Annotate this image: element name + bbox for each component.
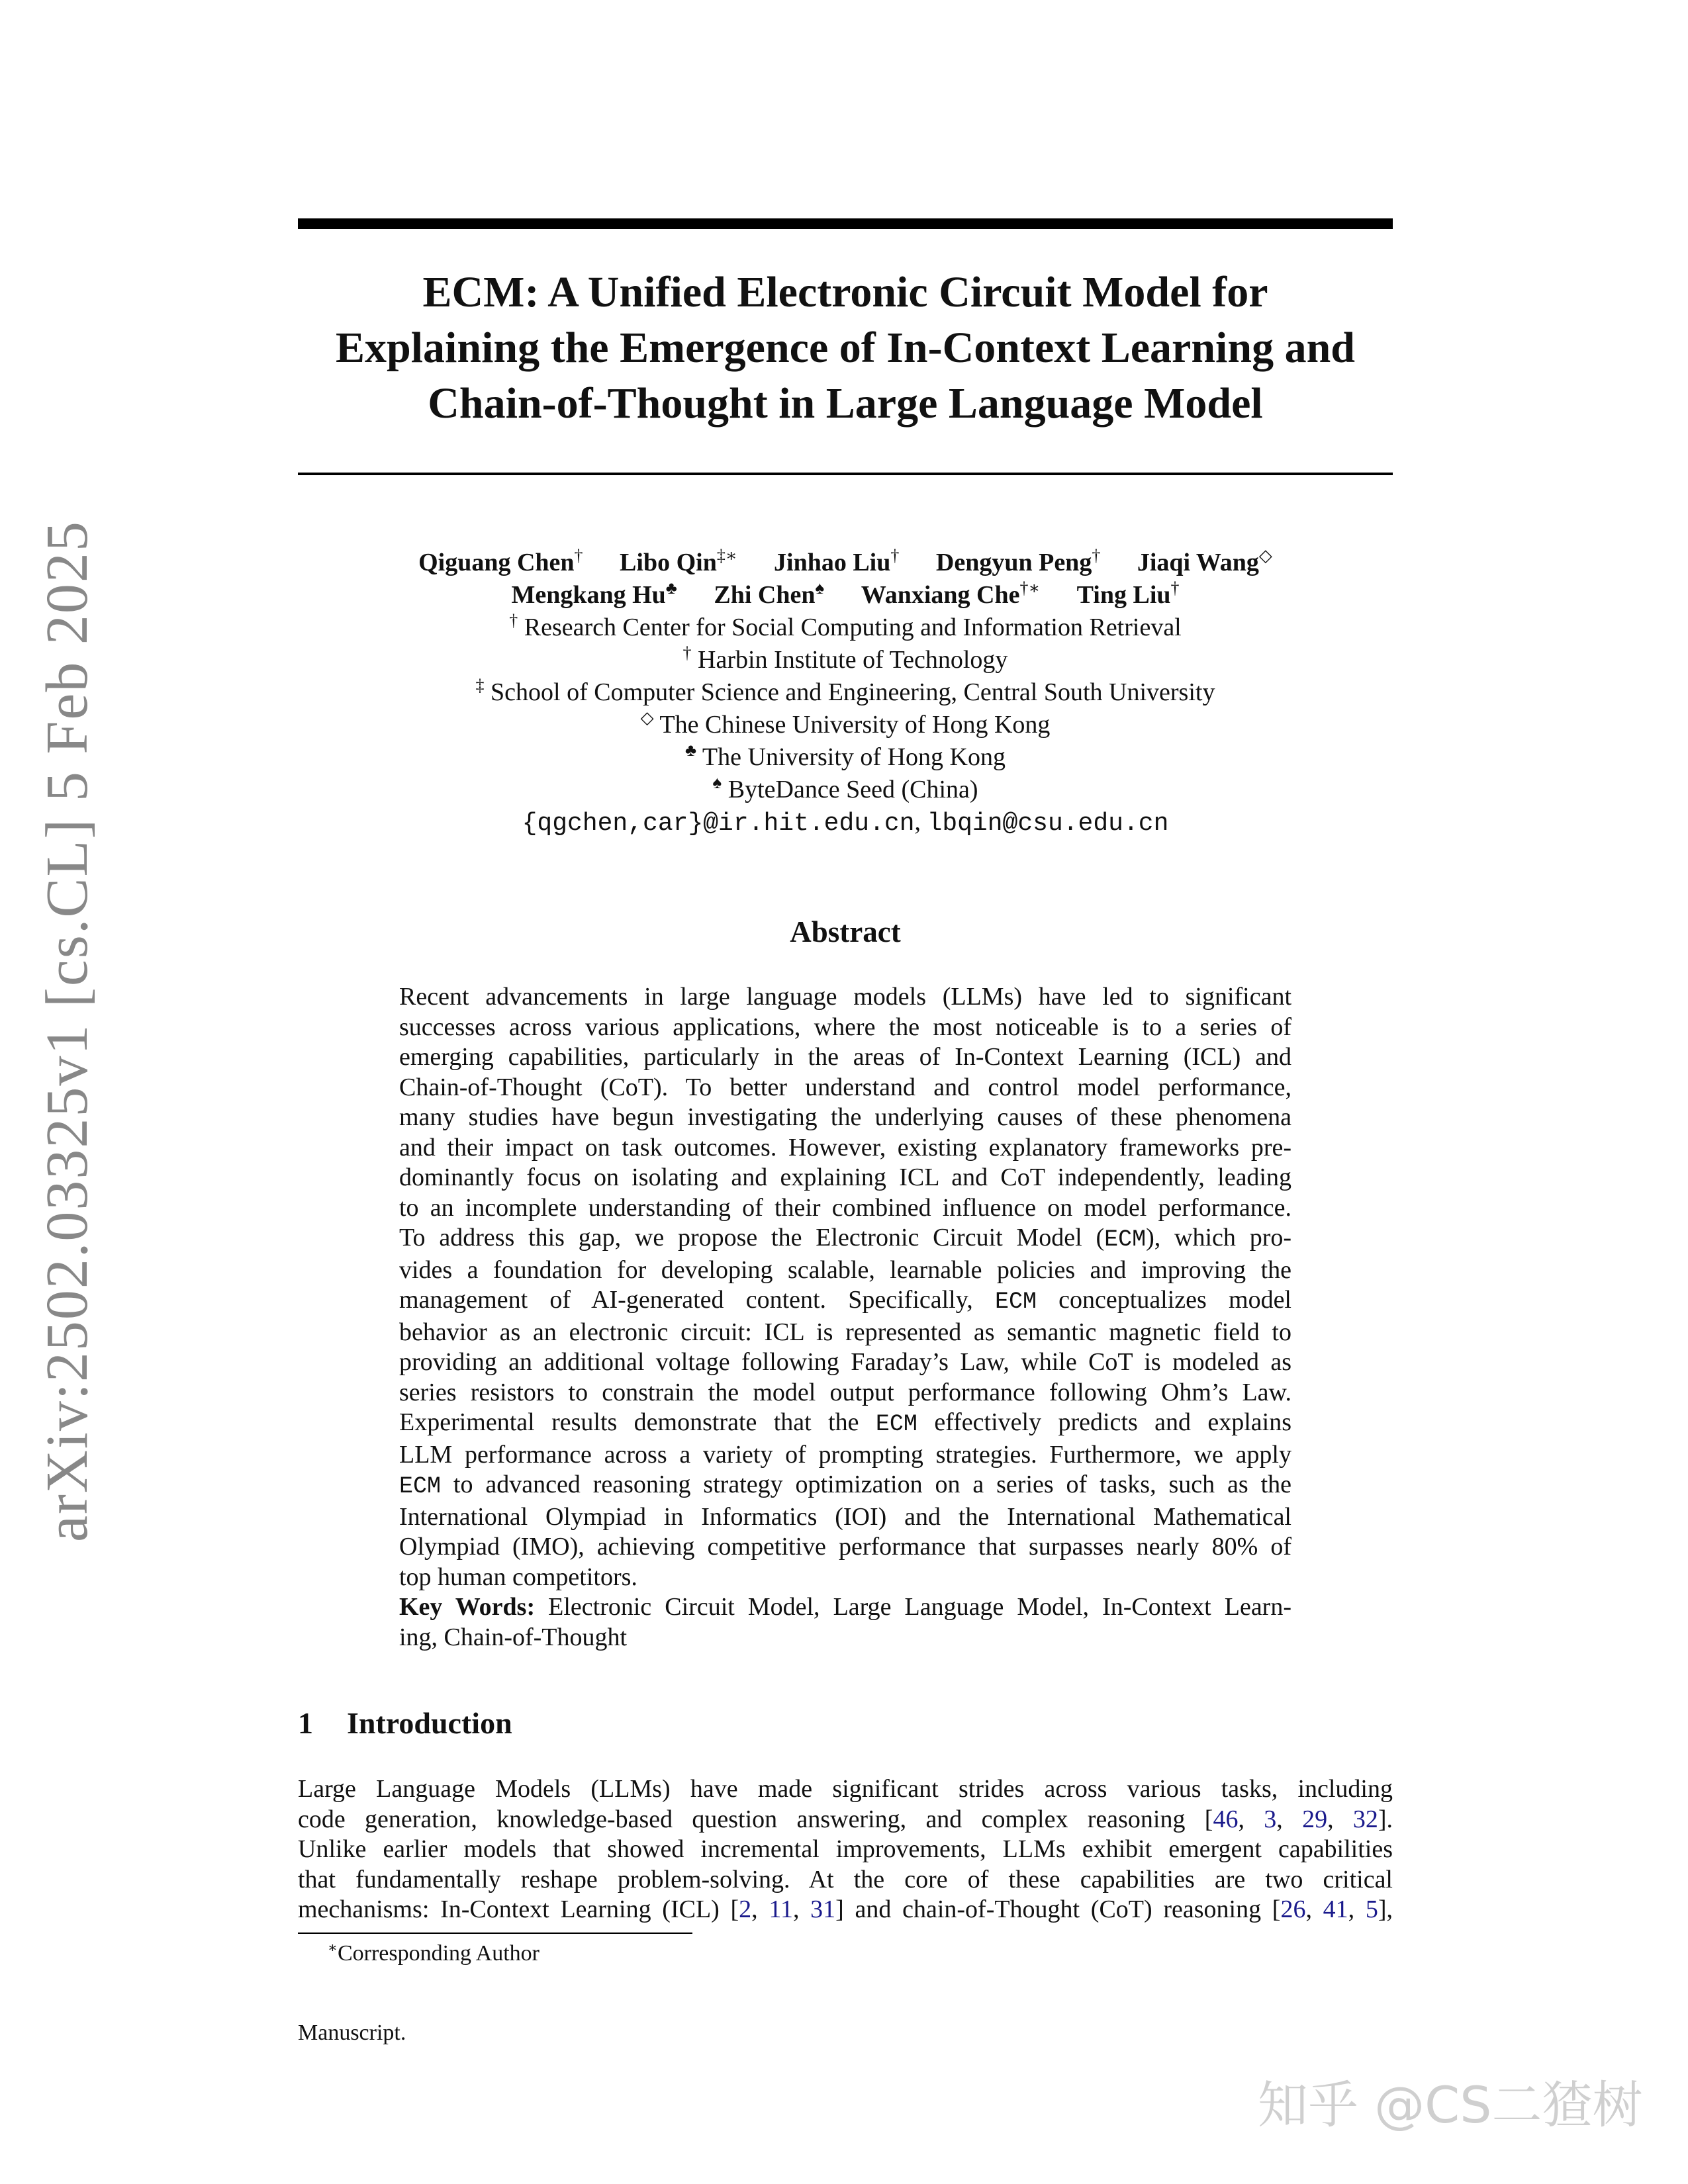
email-link[interactable]: {qgchen,car}@ir.hit.edu.cn — [522, 809, 915, 838]
email-link[interactable]: lbqin@csu.edu.cn — [927, 809, 1169, 838]
affiliation-text: Research Center for Social Computing and Information Retrieval — [524, 614, 1182, 641]
author-name: Dengyun Peng — [935, 549, 1092, 576]
affiliation-line — [298, 612, 1393, 644]
affiliation-line — [298, 676, 1393, 709]
keywords-line: ing, Chain-of-Thought — [399, 1623, 628, 1651]
affiliation-text: Harbin Institute of Technology — [698, 646, 1008, 674]
abstract-body — [399, 982, 1291, 1592]
author-mark: ♠ — [815, 578, 825, 598]
author-name: Jiaqi Wang — [1137, 549, 1259, 576]
abstract-line: Recent advancements in large language models (LLMs) have led to significant — [399, 983, 1291, 1011]
abstract-line: LLM performance across a variety of prompting strategies. Furthermore, we apply — [399, 1440, 1291, 1469]
abstract-line: Olympiad (IMO), achieving competitive performance that surpasses nearly 80% of — [399, 1533, 1291, 1561]
intro-line: Large Language Models (LLMs) have made significant strides across various tasks, including — [298, 1775, 1393, 1803]
arxiv-sidebar-stamp: arXiv:2502.03325v1 [cs.CL] 5 Feb 2025 — [34, 520, 100, 1542]
abstract-line: and their impact on task outcomes. However, existing explanatory frameworks pre- — [399, 1133, 1291, 1161]
abstract-line: successes across various applications, where the most noticeable is to a series of — [399, 1013, 1291, 1041]
affiliation-text: ByteDance Seed (China) — [727, 776, 978, 803]
abstract-line: Experimental results demonstrate that the ECM effectively predicts and explains — [399, 1408, 1291, 1437]
citation-link[interactable]: 3 — [1264, 1805, 1277, 1833]
affiliation-line — [298, 709, 1393, 741]
author-name: Libo Qin — [620, 549, 717, 576]
author-mark: † — [1170, 578, 1180, 598]
title-rule-bottom — [298, 473, 1393, 475]
abstract-heading: Abstract — [790, 915, 901, 948]
author-mark: ♣ — [665, 578, 677, 598]
affiliation-mark: ‡ — [475, 676, 485, 695]
citation-link[interactable]: 2 — [739, 1895, 752, 1923]
author-mark: † — [1092, 546, 1101, 565]
affiliation-line — [298, 741, 1393, 774]
abstract-line: to an incomplete understanding of their combined influence on model performance. — [399, 1193, 1291, 1222]
intro-line: mechanisms: In-Context Learning (ICL) [2, 11, 31] and chain-of-Thought (CoT) reasoning [26, 41, 5], — [298, 1895, 1393, 1923]
author-mark: † — [574, 546, 583, 565]
footnote-rule — [298, 1933, 692, 1934]
citation-link[interactable]: 31 — [810, 1895, 836, 1923]
ecm-term: ECM — [1104, 1226, 1147, 1253]
keywords-line: Key Words: Electronic Circuit Model, Large Language Model, In-Context Learn- — [399, 1593, 1291, 1621]
affiliation-mark: ◇ — [640, 708, 654, 727]
affiliation-line — [298, 774, 1393, 806]
citation-link[interactable]: 5 — [1365, 1895, 1378, 1923]
intro-line: Unlike earlier models that showed incremental improvements, LLMs exhibit emergent capabilities — [298, 1835, 1393, 1863]
citation-link[interactable]: 41 — [1323, 1895, 1348, 1923]
paper-title — [298, 265, 1393, 432]
keywords-label: Key Words: — [399, 1593, 536, 1621]
abstract-line: To address this gap, we propose the Electronic Circuit Model (ECM), which pro- — [399, 1224, 1291, 1253]
affiliation-mark: † — [509, 611, 518, 630]
footnote-mark: ∗ — [328, 1939, 338, 1956]
author-name: Jinhao Liu — [774, 549, 891, 576]
author-name: Qiguang Chen — [418, 549, 575, 576]
author-mark: †∗ — [1019, 578, 1041, 598]
section-heading-introduction — [298, 1705, 512, 1742]
abstract-line: many studies have begun investigating the underlying causes of these phenomena — [399, 1103, 1291, 1131]
intro-line: that fundamentally reshape problem-solving. At the core of these capabilities are two critical — [298, 1865, 1393, 1893]
citation-link[interactable]: 32 — [1352, 1805, 1378, 1833]
citation-link[interactable]: 46 — [1213, 1805, 1239, 1833]
affiliation-mark: † — [682, 643, 692, 662]
abstract-line: series resistors to constrain the model output performance following Ohm’s Law. — [399, 1378, 1291, 1406]
author-mark: ◇ — [1258, 546, 1272, 565]
intro-line: code generation, knowledge-based question answering, and complex reasoning [46, 3, 29, 32]. — [298, 1805, 1393, 1833]
title-line-2: Explaining the Emergence of In-Context Learning and — [335, 324, 1356, 372]
section-title: Introduction — [347, 1706, 512, 1740]
keywords-block — [399, 1592, 1291, 1653]
abstract-line: providing an additional voltage following Faraday’s Law, while CoT is modeled as — [399, 1348, 1291, 1376]
email-line: {qgchen,car}@ir.hit.edu.cn, lbqin@csu.edu.cn — [522, 808, 1169, 838]
abstract-line: dominantly focus on isolating and explaining ICL and CoT independently, leading — [399, 1163, 1291, 1191]
affiliation-line — [298, 644, 1393, 676]
abstract-line: behavior as an electronic circuit: ICL is represented as semantic magnetic field to — [399, 1318, 1291, 1346]
abstract-line: Chain-of-Thought (CoT). To better understand and control model performance, — [399, 1073, 1291, 1101]
watermark: 知乎 @CS二猹树 — [1258, 2075, 1643, 2134]
author-row-1 — [298, 547, 1393, 579]
author-mark: ‡∗ — [716, 546, 737, 565]
author-row-2 — [298, 579, 1393, 612]
ecm-term: ECM — [399, 1473, 442, 1500]
citation-link[interactable]: 26 — [1280, 1895, 1306, 1923]
author-name: Mengkang Hu — [511, 581, 666, 609]
citation-link[interactable]: 29 — [1302, 1805, 1328, 1833]
citation-link[interactable]: 11 — [769, 1895, 793, 1923]
author-name: Ting Liu — [1076, 581, 1171, 609]
author-mark: † — [890, 546, 900, 565]
abstract-line: International Olympiad in Informatics (IOI) and the International Mathematical — [399, 1502, 1291, 1531]
abstract-line: top human competitors. — [399, 1563, 637, 1591]
affiliation-text: School of Computer Science and Engineering, Central South University — [491, 678, 1215, 706]
affiliation-text: The Chinese University of Hong Kong — [659, 711, 1051, 739]
author-name: Zhi Chen — [714, 581, 816, 609]
affiliation-mark: ♣ — [685, 741, 697, 760]
footnote — [328, 1939, 539, 1968]
abstract-line: vides a foundation for developing scalable, learnable policies and improving the — [399, 1255, 1291, 1284]
ecm-term: ECM — [875, 1411, 917, 1437]
author-block — [298, 547, 1393, 840]
abstract-line: management of AI-generated content. Specifically, ECM conceptualizes model — [399, 1286, 1291, 1315]
abstract-line: emerging capabilities, particularly in the areas of In-Context Learning (ICL) and — [399, 1043, 1291, 1071]
title-line-3: Chain-of-Thought in Large Language Model — [428, 379, 1263, 428]
ecm-term: ECM — [994, 1289, 1037, 1315]
introduction-body — [298, 1774, 1393, 1925]
section-number: 1 — [298, 1706, 313, 1740]
footnote-text: Corresponding Author — [337, 1941, 539, 1966]
footer-manuscript-label: Manuscript. — [298, 2021, 406, 2045]
author-name: Wanxiang Che — [861, 581, 1020, 609]
abstract-line: ECM to advanced reasoning strategy optimization on a series of tasks, such as the — [399, 1471, 1291, 1500]
affiliation-text: The University of Hong Kong — [702, 743, 1006, 771]
affiliation-mark: ♠ — [712, 773, 722, 792]
title-line-1: ECM: A Unified Electronic Circuit Model for — [422, 268, 1268, 316]
title-rule-top — [298, 218, 1393, 229]
